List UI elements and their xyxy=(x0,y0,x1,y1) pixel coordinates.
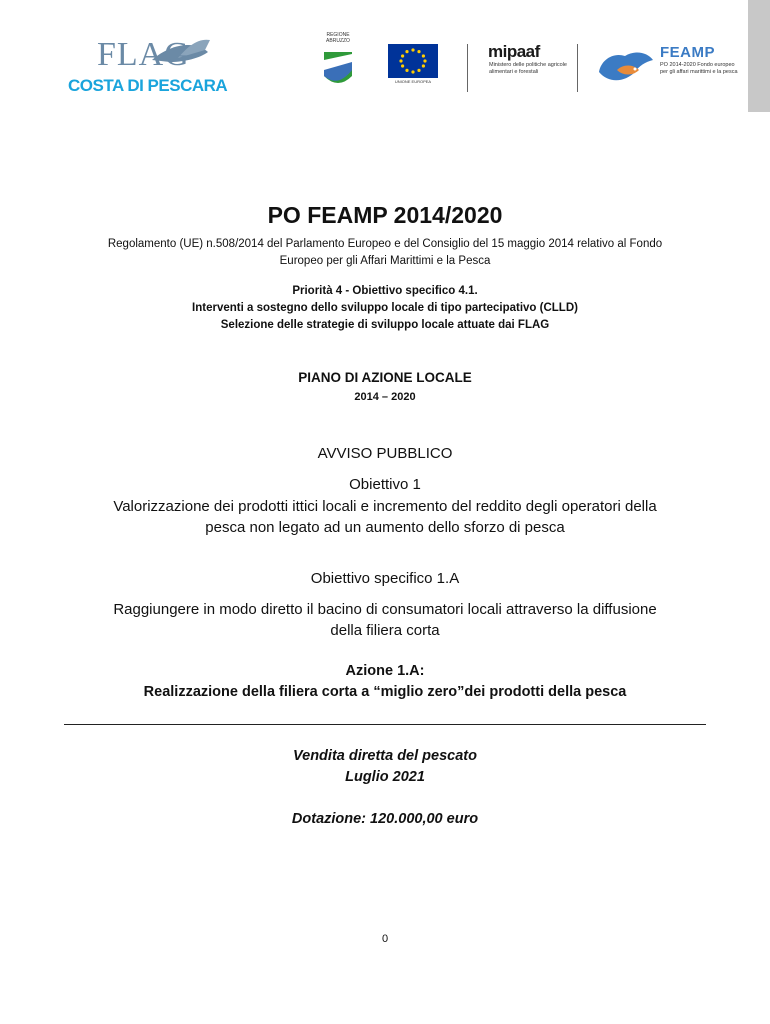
budget-text: Dotazione: 120.000,00 euro xyxy=(291,811,479,827)
feamp-logo-subtitle: PO 2014-2020 Fondo europeo per gli affari marittimi e la pesca xyxy=(660,62,738,75)
regulation-line: Europeo per gli Affari Marittimi e la Pesca xyxy=(279,255,491,267)
specific-objective-heading: Obiettivo specifico 1.A xyxy=(310,570,460,587)
objective-text xyxy=(60,496,710,538)
objective-heading: Obiettivo 1 xyxy=(349,476,421,493)
hand-fish-icon xyxy=(595,42,657,92)
action-text: Realizzazione della filiera corta a “miglio zero”dei prodotti della pesca xyxy=(143,684,627,700)
objective-line: Valorizzazione dei prodotti ittici locali e incremento del reddito degli operatori della xyxy=(113,498,657,515)
divider xyxy=(467,44,468,92)
mipaaf-logo-subtitle: Ministero delle politiche agricole alimentari e forestali xyxy=(489,62,567,75)
specific-objective-line: della filiera corta xyxy=(330,622,440,639)
eu-stars-icon xyxy=(388,44,438,78)
eu-flag-logo xyxy=(388,44,438,78)
plan-years: 2014 – 2020 xyxy=(354,391,416,403)
scrollbar[interactable] xyxy=(748,0,770,112)
horizontal-rule xyxy=(64,724,706,725)
logo-header xyxy=(0,22,748,112)
document-title: PO FEAMP 2014/2020 xyxy=(267,202,503,228)
specific-objective-line: Raggiungere in modo diretto il bacino di consumatori locali attraverso la diffusione xyxy=(113,601,657,618)
mipaaf-logo-text: mipaaf xyxy=(488,42,540,61)
priority-line: Interventi a sostegno dello sviluppo locale di tipo partecipativo (CLLD) xyxy=(192,302,578,314)
sale-subtitle: Vendita diretta del pescato xyxy=(293,748,477,764)
priority-line: Priorità 4 - Obiettivo specifico 4.1. xyxy=(292,285,478,297)
divider xyxy=(577,44,578,92)
specific-objective-text xyxy=(60,599,710,641)
priority-block xyxy=(0,283,770,334)
regulation-text xyxy=(70,236,700,270)
feamp-logo xyxy=(595,42,657,92)
avviso-heading: AVVISO PUBBLICO xyxy=(317,445,453,462)
date-text: Luglio 2021 xyxy=(345,769,425,785)
page-number: 0 xyxy=(381,933,389,945)
abruzzo-logo-text: REGIONE ABRUZZO xyxy=(326,32,350,44)
priority-line: Selezione delle strategie di sviluppo locale attuate dai FLAG xyxy=(220,319,550,331)
objective-line: pesca non legato ad un aumento dello sforzo di pesca xyxy=(205,519,565,536)
regulation-line: Regolamento (UE) n.508/2014 del Parlamento Europeo e del Consiglio del 15 maggio 2014 relativo al Fondo xyxy=(107,238,663,250)
action-title: Azione 1.A: xyxy=(345,663,425,679)
flag-logo-subtitle: COSTA DI PESCARA xyxy=(68,76,228,95)
feamp-logo-text: FEAMP xyxy=(660,44,715,61)
plan-title: PIANO DI AZIONE LOCALE xyxy=(298,370,472,385)
flag-logo-text: FLAG xyxy=(97,36,190,73)
eu-caption: UNIONE EUROPEA xyxy=(394,79,432,84)
